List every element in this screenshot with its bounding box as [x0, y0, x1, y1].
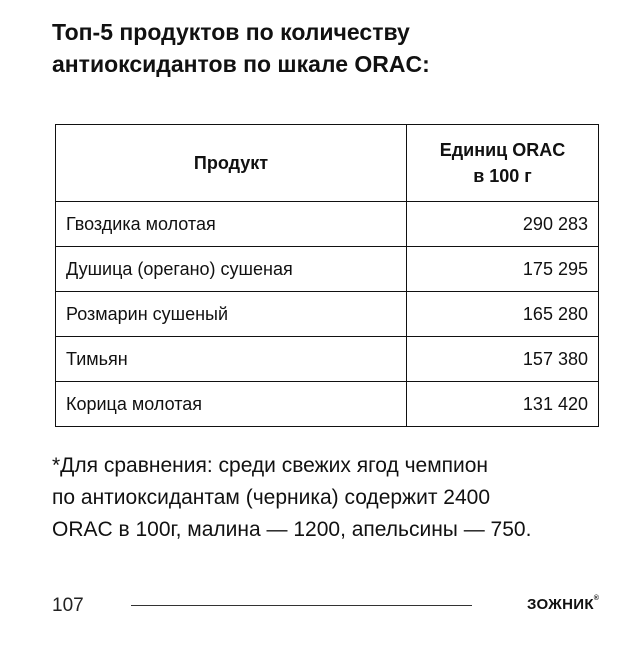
product-cell: Тимьян [56, 337, 407, 382]
footer-divider [131, 605, 472, 606]
brand-name: ЗОЖНИК [527, 596, 594, 613]
note-line-2: по антиоксидантам (черника) содержит 2400 [52, 486, 490, 509]
orac-cell: 165 280 [407, 292, 599, 337]
registered-mark: ® [593, 595, 600, 602]
page-heading [52, 16, 612, 80]
table-row [56, 292, 599, 337]
product-cell: Розмарин сушеный [56, 292, 407, 337]
orac-table [55, 124, 599, 427]
orac-cell: 175 295 [407, 247, 599, 292]
product-cell: Корица молотая [56, 382, 407, 427]
note-line-1: *Для сравнения: среди свежих ягод чемпион [52, 454, 489, 477]
product-cell: Гвоздика молотая [56, 202, 407, 247]
heading-line-2: антиоксидантов по шкале ORAC: [52, 51, 430, 77]
table-row [56, 202, 599, 247]
table-row [56, 337, 599, 382]
header-orac-line-2: в 100 г [473, 166, 532, 186]
brand-logo [527, 596, 599, 613]
header-product: Продукт [56, 125, 407, 202]
table-header-row [56, 125, 599, 202]
heading-line-1: Топ-5 продуктов по количеству [52, 19, 410, 45]
orac-cell: 290 283 [407, 202, 599, 247]
table-row [56, 382, 599, 427]
header-orac [407, 125, 599, 202]
orac-cell: 157 380 [407, 337, 599, 382]
header-orac-line-1: Единиц ORAC [439, 140, 566, 160]
table-row [56, 247, 599, 292]
comparison-note [52, 450, 622, 546]
orac-cell: 131 420 [407, 382, 599, 427]
product-cell: Душица (орегано) сушеная [56, 247, 407, 292]
note-line-3: ORAC в 100г, малина — 1200, апельсины — 750. [52, 518, 532, 541]
page-number: 107 [52, 595, 84, 616]
